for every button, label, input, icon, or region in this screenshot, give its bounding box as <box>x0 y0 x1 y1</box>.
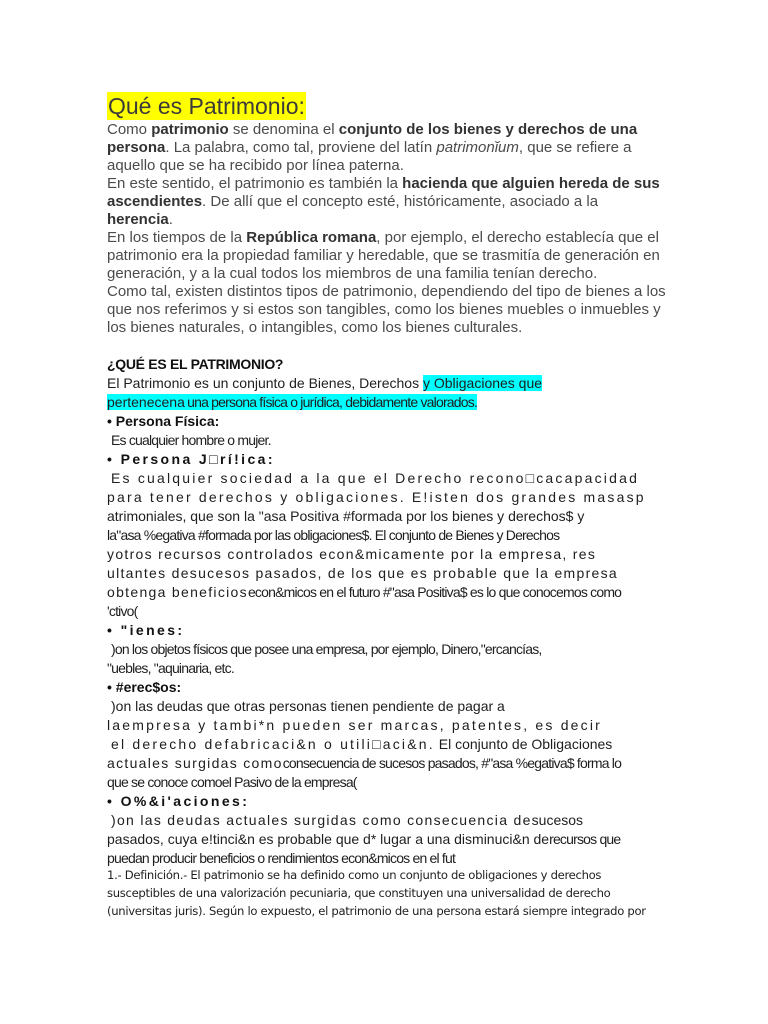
section-definicion <box>107 866 667 920</box>
derechos-text: )on las deudas que otras personas tienen pendiente de pagar a laempresa y tambi*n pueden ser marcas, patentes, es decir el derecho defabricaci&n o utili□aci&n. El conjunto de Obligaciones actuales surgidas comoconsecuencia de sucesos pasados, #"asa %egativa$ forma lo que se conoce comoel Pasivo de la empresa( <box>107 698 622 790</box>
persona-fisica-text: Es cualquier hombre o mujer. <box>111 432 271 448</box>
paragraph-hacienda: En este sentido, el patrimonio es también la hacienda que alguien hereda de sus ascendientes. De allí que el concepto esté, históricamente, asociado a la herencia. <box>107 175 660 228</box>
bienes-text: )on los objetos físicos que posee una empresa, por ejemplo, Dinero,"ercancías, "uebles, "aquinaria, etc. <box>107 641 542 676</box>
obligaciones-text: )on las deudas actuales surgidas como consecuencia desucesos pasados, cuya e!tinci&n es probable que d* lugar a una disminuci&n derecursos que puedan producir beneficios o rendimientos econ&micos en el fut <box>107 812 621 866</box>
bullet-persona-fisica: • Persona Física: <box>107 413 220 429</box>
definicion-line-3: (universitas juris). Según lo expuesto, el patrimonio de una persona estará siempre integrado por <box>107 904 646 918</box>
page-title: Qué es Patrimonio: <box>108 93 305 119</box>
paragraph-roma: En los tiempos de la República romana, por ejemplo, el derecho establecía que el patrimonio era la propiedad familiar y heredable, que se trasmitía de generación en generación, y a la cual todos los miembros de una familia tenían derecho. <box>107 229 660 282</box>
document-page <box>107 92 667 868</box>
persona-juridica-text: Es cualquier sociedad a la que el Derecho recono□cacapacidad para tener derechos y obligaciones. E!isten dos grandes masasp atrimoniales, que son la "asa Positiva #formada por los bienes y derechos$ y la"asa %egativa #formada por las obligaciones$. El conjunto de Bienes y Derechos yotros recursos controlados econ&micamente por la empresa, res ultantes desucesos pasados, de los que es probable que la empresa obtenga beneficiosecon&micos en el futuro #"asa Positiva$ es lo que conocemos como 'ctivo( <box>107 470 646 619</box>
bullet-bienes: • "ienes: <box>107 622 185 638</box>
bullet-persona-juridica: • Persona J□rí!ica: <box>107 451 275 467</box>
intro-text: El Patrimonio es un conjunto de Bienes, Derechos y Obligaciones que pertenecena una persona física o jurídica, debidamente valorados. <box>107 375 543 410</box>
bullet-obligaciones: • O%&i'aciones: <box>107 793 250 809</box>
section-heading: ¿QUÉ ES EL PATRIMONIO? <box>107 356 284 372</box>
definicion-line-1: 1.- Definición.- El patrimonio se ha definido como un conjunto de obligaciones y derechos <box>107 868 602 882</box>
paragraph-tipos: Como tal, existen distintos tipos de patrimonio, dependiendo del tipo de bienes a los que nos referimos y si estos son tangibles, como los bienes muebles o inmuebles y los bienes naturales, o intangibles, como los bienes culturales. <box>107 283 666 336</box>
section-patrimonio <box>107 355 667 868</box>
definicion-line-2: susceptibles de una valorización pecuniaria, que constituyen una universalidad de derecho <box>107 886 611 900</box>
bullet-derechos: • #erec$os: <box>107 679 182 695</box>
paragraph-definition: Como patrimonio se denomina el conjunto de los bienes y derechos de una persona. La palabra, como tal, proviene del latín patrimonĭum, que se refiere a aquello que se ha recibido por línea paterna. <box>107 121 638 174</box>
